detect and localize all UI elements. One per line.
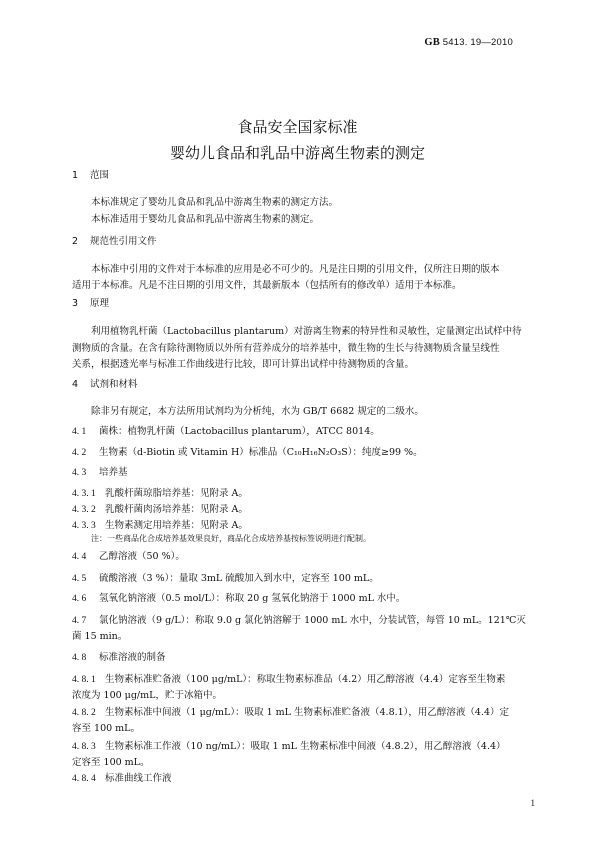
clause-text: 生物素标准工作液（10 ng/mL）：吸取 1 mL 生物素标准中间液（4.8.2），用乙醇溶液（4.4） — [105, 741, 506, 752]
clause-text: 试剂和材料 — [90, 379, 138, 390]
text-line — [72, 673, 505, 687]
clause-text: 菌株：植物乳杆菌（Lactobacillus plantarum），ATCC 8014。 — [99, 426, 380, 437]
section-heading — [72, 169, 109, 182]
section-heading — [72, 297, 109, 310]
clause-text: 注：一些商品化合成培养基效果良好，商品化合成培养基按标签说明进行配制。 — [91, 534, 371, 543]
text-line — [72, 706, 509, 720]
page-header — [424, 37, 513, 48]
clause-text: 培养基 — [99, 467, 128, 478]
clause-text: 适用于本标准。凡是不注日期的引用文件，其最新版本（包括所有的修改单）适用于本标准。 — [72, 280, 462, 291]
clause-text: 除非另有规定，本方法所用试剂均为分析纯，水为 GB/T 6682 规定的二级水。 — [91, 406, 424, 417]
clause-number: 4. 8 — [72, 653, 87, 663]
clause-text: 硫酸溶液（3 %）：量取 3mL 硫酸加入到水中，定容至 100 mL。 — [99, 573, 379, 584]
clause-number: 4. 8. 2 — [72, 708, 96, 718]
clause-number: 1 — [72, 170, 79, 181]
clause-text: 定容至 100 mL。 — [72, 757, 150, 768]
text-line — [91, 405, 424, 418]
text-line — [72, 756, 150, 769]
text-line — [91, 213, 319, 226]
clause-number: 4. 1 — [72, 427, 87, 437]
clause-text: 本标准中引用的文件对于本标准的应用是必不可少的。凡是注日期的引用文件，仅所注日期的版本 — [91, 264, 500, 275]
text-line — [72, 503, 248, 517]
clause-text: 本标准适用于婴幼儿食品和乳品中游离生物素的测定。 — [91, 214, 320, 225]
text-line — [72, 572, 379, 586]
clause-number: 4. 5 — [72, 574, 87, 584]
clause-number: 2 — [72, 236, 79, 247]
text-line — [72, 722, 140, 735]
clause-text: 生物素标准贮备液（100 μg/mL）：称取生物素标准品（4.2）用乙醇溶液（4.4）定容至生物素 — [105, 674, 506, 685]
clause-number: 4. 8. 3 — [72, 742, 96, 752]
clause-number: 4. 8. 4 — [72, 774, 96, 784]
text-line — [72, 425, 380, 439]
clause-text: 乳酸杆菌琼脂培养基：见附录 A。 — [105, 488, 248, 499]
text-line — [72, 342, 500, 355]
text-line — [72, 740, 506, 754]
clause-text: 原理 — [90, 298, 110, 309]
clause-text: 范围 — [90, 170, 110, 181]
standard-code: GB — [424, 37, 440, 48]
clause-text: 氢氧化钠溶液（0.5 mol/L）：称取 20 g 氢氧化钠溶于 1000 mL 水中。 — [99, 593, 406, 604]
text-line — [72, 592, 405, 606]
clause-number: 4. 6 — [72, 594, 87, 604]
text-line — [72, 614, 526, 628]
text-line — [72, 651, 166, 665]
clause-text: 生物素标准中间液（1 μg/mL）：吸取 1 mL 生物素标准贮备液（4.8.1），用乙醇溶液（4.4）定 — [105, 707, 510, 718]
text-line — [72, 630, 127, 643]
standard-number: 5413. 19—2010 — [442, 37, 513, 48]
text-line — [72, 487, 248, 501]
clause-text: 乙醇溶液（50 %）。 — [99, 551, 185, 562]
clause-number: 4. 3 — [72, 468, 87, 478]
clause-text: 氯化钠溶液（9 g/L）：称取 9.0 g 氯化钠溶解于 1000 mL 水中，分装试管，每管 10 mL。121℃灭 — [99, 615, 526, 626]
clause-text: 浓度为 100 μg/mL，贮于冰箱中。 — [72, 690, 222, 701]
clause-text: 标准溶液的制备 — [99, 652, 166, 663]
section-heading — [72, 235, 157, 248]
clause-text: 利用植物乳杆菌（Lactobacillus plantarum）对游离生物素的特异性和灵敏性，定量测定出试样中待 — [91, 326, 522, 337]
clause-number: 4. 8. 1 — [72, 675, 96, 685]
clause-text: 测物质的含量。在含有除待测物质以外所有营养成分的培养基中，微生物的生长与待测物质含量呈线性 — [72, 343, 500, 354]
text-line — [91, 196, 338, 209]
clause-number: 4. 2 — [72, 448, 87, 458]
clause-text: 标准曲线工作液 — [105, 773, 172, 784]
clause-text: 菌 15 min。 — [72, 631, 128, 642]
clause-number: 4. 7 — [72, 616, 87, 626]
page-number: 1 — [530, 798, 535, 808]
clause-number: 4. 3. 3 — [72, 521, 96, 531]
clause-number: 4. 4 — [72, 552, 87, 562]
clause-number: 4. 3. 2 — [72, 505, 96, 515]
document-title-line2: 婴幼儿食品和乳品中游离生物素的测定 — [169, 144, 425, 162]
clause-text: 关系，根据透光率与标准工作曲线进行比较，即可计算出试样中待测物质的含量。 — [72, 359, 415, 370]
text-line — [72, 772, 172, 786]
text-line — [72, 550, 185, 564]
clause-text: 本标准规定了婴幼儿食品和乳品中游离生物素的测定方法。 — [91, 197, 339, 208]
section-heading — [72, 378, 138, 391]
clause-text: 生物素测定用培养基：见附录 A。 — [105, 520, 248, 531]
text-line — [72, 446, 423, 460]
text-line — [72, 358, 414, 371]
text-line — [91, 263, 500, 276]
clause-number: 4 — [72, 379, 79, 390]
text-line — [72, 466, 128, 480]
clause-number: 4. 3. 1 — [72, 489, 96, 499]
clause-text: 生物素（d-Biotin 或 Vitamin H）标准品（C₁₀H₁₆N₂O₃S）：纯度≥99 %。 — [99, 447, 423, 458]
clause-text: 规范性引用文件 — [90, 236, 157, 247]
note-line — [91, 532, 371, 545]
text-line — [72, 279, 462, 292]
clause-text: 乳酸杆菌肉汤培养基：见附录 A。 — [105, 504, 248, 515]
clause-number: 3 — [72, 298, 79, 309]
text-line — [72, 519, 248, 533]
text-line — [91, 325, 522, 338]
document-title-line1: 食品安全国家标准 — [237, 118, 358, 136]
text-line — [72, 689, 222, 702]
clause-text: 容至 100 mL。 — [72, 723, 140, 734]
